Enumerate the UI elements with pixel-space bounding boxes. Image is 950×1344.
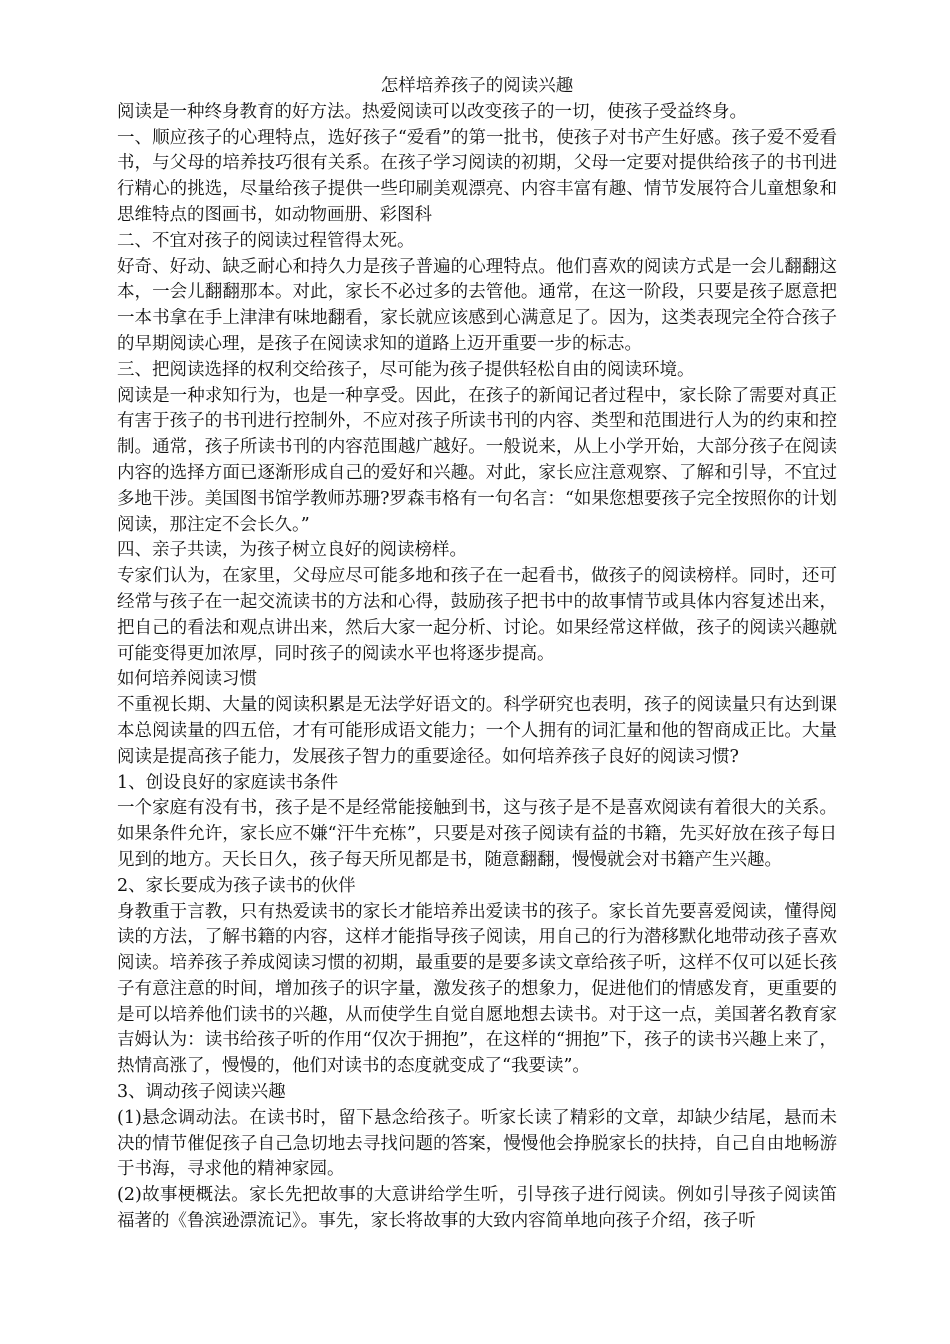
section-heading-habits: 如何培养阅读习惯 — [117, 669, 257, 690]
paragraph-habits-intro: 不重视长期、大量的阅读积累是无法学好语文的。科学研究也表明，孩子的阅读量只有达到课本总阅读量的四五倍，才有可能形成语文能力；一个人拥有的词汇量和他的智商成正比。大量阅读是提高孩子能力，发展孩子智力的重要途径。如何培养孩子良好的阅读习惯? — [117, 695, 837, 767]
heading-habit-3: 3、调动孩子阅读兴趣 — [117, 1082, 286, 1103]
paragraph-method-2: (2)故事梗概法。家长先把故事的大意讲给学生听，引导孩子进行阅读。例如引导孩子阅读笛福著的《鲁滨逊漂流记》。事先，家长将故事的大致内容简单地向孩子介绍，孩子听 — [117, 1185, 837, 1232]
paragraph-method-1: (1)悬念调动法。在读书时，留下悬念给孩子。听家长读了精彩的文章，却缺少结尾，悬而未决的情节催促孩子自己急切地去寻找问题的答案，慢慢他会挣脱家长的扶持，自己自由地畅游于书海，寻求他的精神家园。 — [117, 1107, 837, 1180]
paragraph-point-3-body: 阅读是一种求知行为，也是一种享受。因此，在孩子的新闻记者过程中，家长除了需要对真正有害于孩子的书刊进行控制外，不应对孩子所读书刊的内容、类型和范围进行人为的约束和控制。通常，孩子所读书刊的内容范围越广越好。一般说来，从上小学开始，大部分孩子在阅读内容的选择方面已逐渐形成自己的爱好和兴趣。对此，家长应注意观察、了解和引导，不宜过多地干涉。美国图书馆学教师苏珊?罗森韦格有一句名言：“如果您想要孩子完全按照你的计划阅读，那注定不会长久。” — [117, 385, 837, 535]
paragraph-point-1: 一、顺应孩子的心理特点，选好孩子“爱看”的第一批书，使孩子对书产生好感。孩子爱不爱看书，与父母的培养技巧很有关系。在孩子学习阅读的初期，父母一定要对提供给孩子的书刊进行精心的挑选，尽量给孩子提供一些印刷美观漂亮、内容丰富有趣、情节发展符合儿童想象和思维特点的图画书，如动物画册、彩图科 — [117, 127, 837, 225]
paragraph-intro: 阅读是一种终身教育的好方法。热爱阅读可以改变孩子的一切，使孩子受益终身。 — [117, 101, 747, 122]
document-page — [117, 74, 837, 1235]
document-title: 怎样培养孩子的阅读兴趣 — [380, 76, 574, 96]
paragraph-habit-1-body: 一个家庭有没有书，孩子是不是经常能接触到书，这与孩子是不是喜欢阅读有着很大的关系。如果条件允许，家长应不嫌“汗牛充栋”，只要是对孩子阅读有益的书籍，先买好放在孩子每日见到的地方。天长日久，孩子每天所见都是书，随意翻翻，慢慢就会对书籍产生兴趣。 — [117, 798, 837, 870]
paragraph-point-4-body: 专家们认为，在家里，父母应尽可能多地和孩子在一起看书，做孩子的阅读榜样。同时，还可经常与孩子在一起交流读书的方法和心得，鼓励孩子把书中的故事情节或具体内容复述出来，把自己的看法和观点讲出来，然后大家一起分析、讨论。如果经常这样做，孩子的阅读兴趣就可能变得更加浓厚，同时孩子的阅读水平也将逐步提高。 — [117, 566, 837, 664]
heading-point-2: 二、不宜对孩子的阅读过程管得太死。 — [117, 230, 415, 251]
heading-habit-2: 2、家长要成为孩子读书的伙伴 — [117, 875, 356, 896]
heading-habit-1: 1、创设良好的家庭读书条件 — [117, 772, 339, 793]
paragraph-habit-2-body: 身教重于言教，只有热爱读书的家长才能培养出爱读书的孩子。家长首先要喜爱阅读，懂得阅读的方法，了解书籍的内容，这样才能指导孩子阅读，用自己的行为潜移默化地带动孩子喜欢阅读。培养孩子养成阅读习惯的初期，最重要的是要多读文章给孩子听，这样不仅可以延长孩子有意注意的时间，增加孩子的识字量，激发孩子的想象力，促进他们的情感发育，更重要的是可以培养他们读书的兴趣，从而使学生自觉自愿地想去读书。对于这一点，美国著名教育家吉姆认为：读书给孩子听的作用“仅次于拥抱”，在这样的“拥抱”下，孩子的读书兴趣上来了，热情高涨了，慢慢的，他们对读书的态度就变成了“我要读”。 — [117, 901, 837, 1077]
heading-point-4: 四、亲子共读，为孩子树立良好的阅读榜样。 — [117, 540, 467, 561]
paragraph-point-2-body: 好奇、好动、缺乏耐心和持久力是孩子普遍的心理特点。他们喜欢的阅读方式是一会儿翻翻这本，一会儿翻翻那本。对此，家长不必过多的去管他。通常，在这一阶段，只要是孩子愿意把一本书拿在手上津津有味地翻看，家长就应该感到心满意足了。因为，这类表现完全符合孩子的早期阅读心理，是孩子在阅读求知的道路上迈开重要一步的标志。 — [117, 256, 837, 354]
heading-point-3: 三、把阅读选择的权利交给孩子，尽可能为孩子提供轻松自由的阅读环境。 — [117, 359, 695, 380]
